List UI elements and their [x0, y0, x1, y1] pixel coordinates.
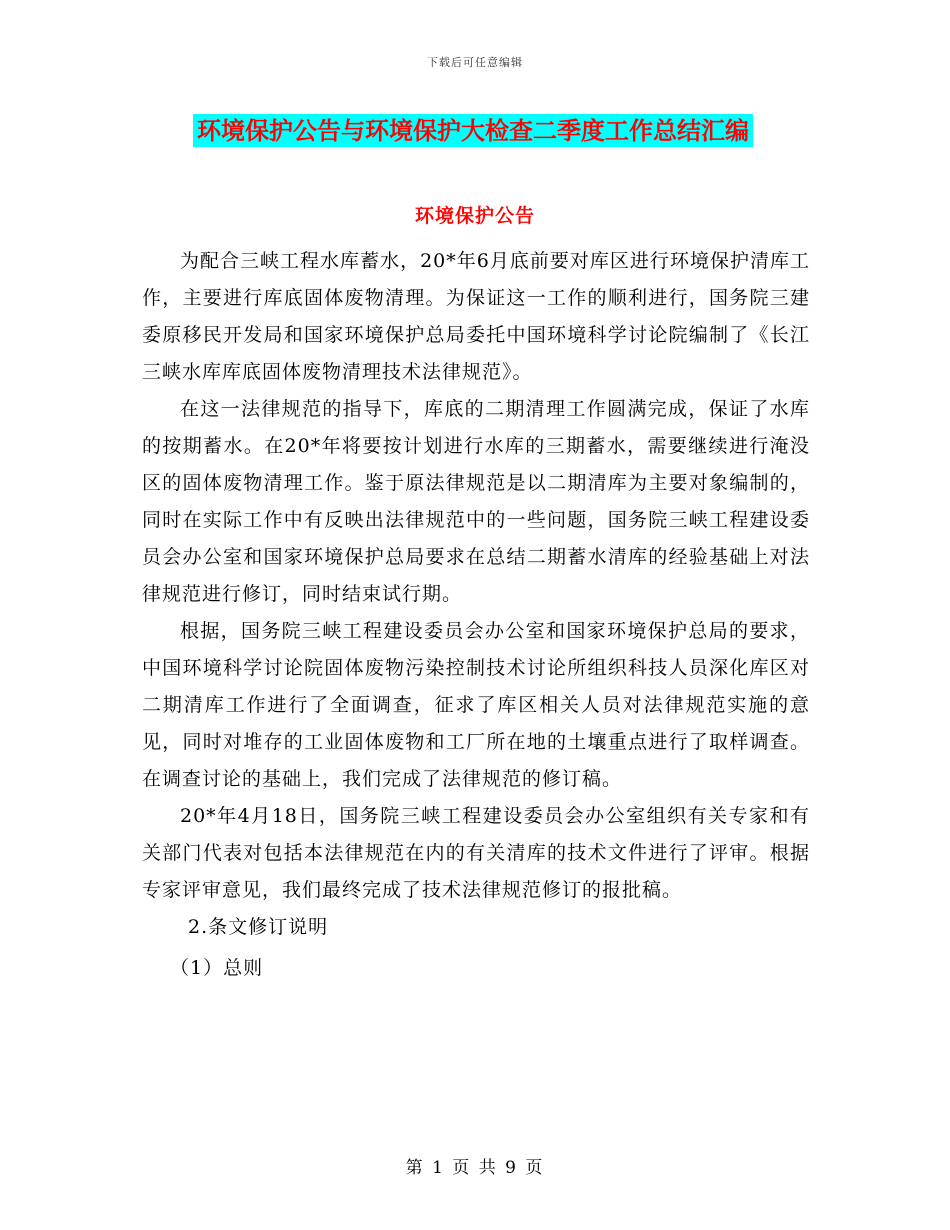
section-title: 环境保护公告: [414, 205, 535, 227]
paragraph-3: 根据，国务院三峡工程建设委员会办公室和国家环境保护总局的要求，中国环境科学讨论院固体废物污染控制技术讨论所组织科技人员深化库区对二期清库工作进行了全面调查，征求了库区相关人员对法律规范实施的意见，同时对堆存的工业固体废物和工厂所在地的土壤重点进行了取样调查。在调查讨论的基础上，我们完成了法律规范的修订稿。: [142, 620, 810, 790]
heading-clause-revision: 2.条文修订说明: [188, 916, 329, 938]
heading-general-provisions: （1）总则: [170, 957, 264, 979]
paragraph-2: 在这一法律规范的指导下，库底的二期清理工作圆满完成，保证了水库的按期蓄水。在20*年将要按计划进行水库的三期蓄水，需要继续进行淹没区的固体废物清理工作。鉴于原法律规范是以二期清库为主要对象编制的，同时在实际工作中有反映出法律规范中的一些问题，国务院三峡工程建设委员会办公室和国家环境保护总局要求在总结二期蓄水清库的经验基础上对法律规范进行修订，同时结束试行期。: [142, 398, 810, 605]
header-note: 下载后可任意编辑: [427, 56, 523, 69]
paragraph-1: 为配合三峡工程水库蓄水，20*年6月底前要对库区进行环境保护清库工作，主要进行库底固体废物清理。为保证这一工作的顺利进行，国务院三建委原移民开发局和国家环境保护总局委托中国环境科学讨论院编制了《长江三峡水库库底固体废物清理技术法律规范》。: [142, 250, 810, 383]
page-footer: 第 1 页 共 9 页: [405, 1158, 545, 1178]
document-title: 环境保护公告与环境保护大检查二季度工作总结汇编: [193, 114, 753, 147]
paragraph-4: 20*年4月18日，国务院三峡工程建设委员会办公室组织有关专家和有关部门代表对包括本法律规范在内的有关清库的技术文件进行了评审。根据专家评审意见，我们最终完成了技术法律规范修订的报批稿。: [142, 805, 810, 901]
document-body: [142, 243, 810, 987]
